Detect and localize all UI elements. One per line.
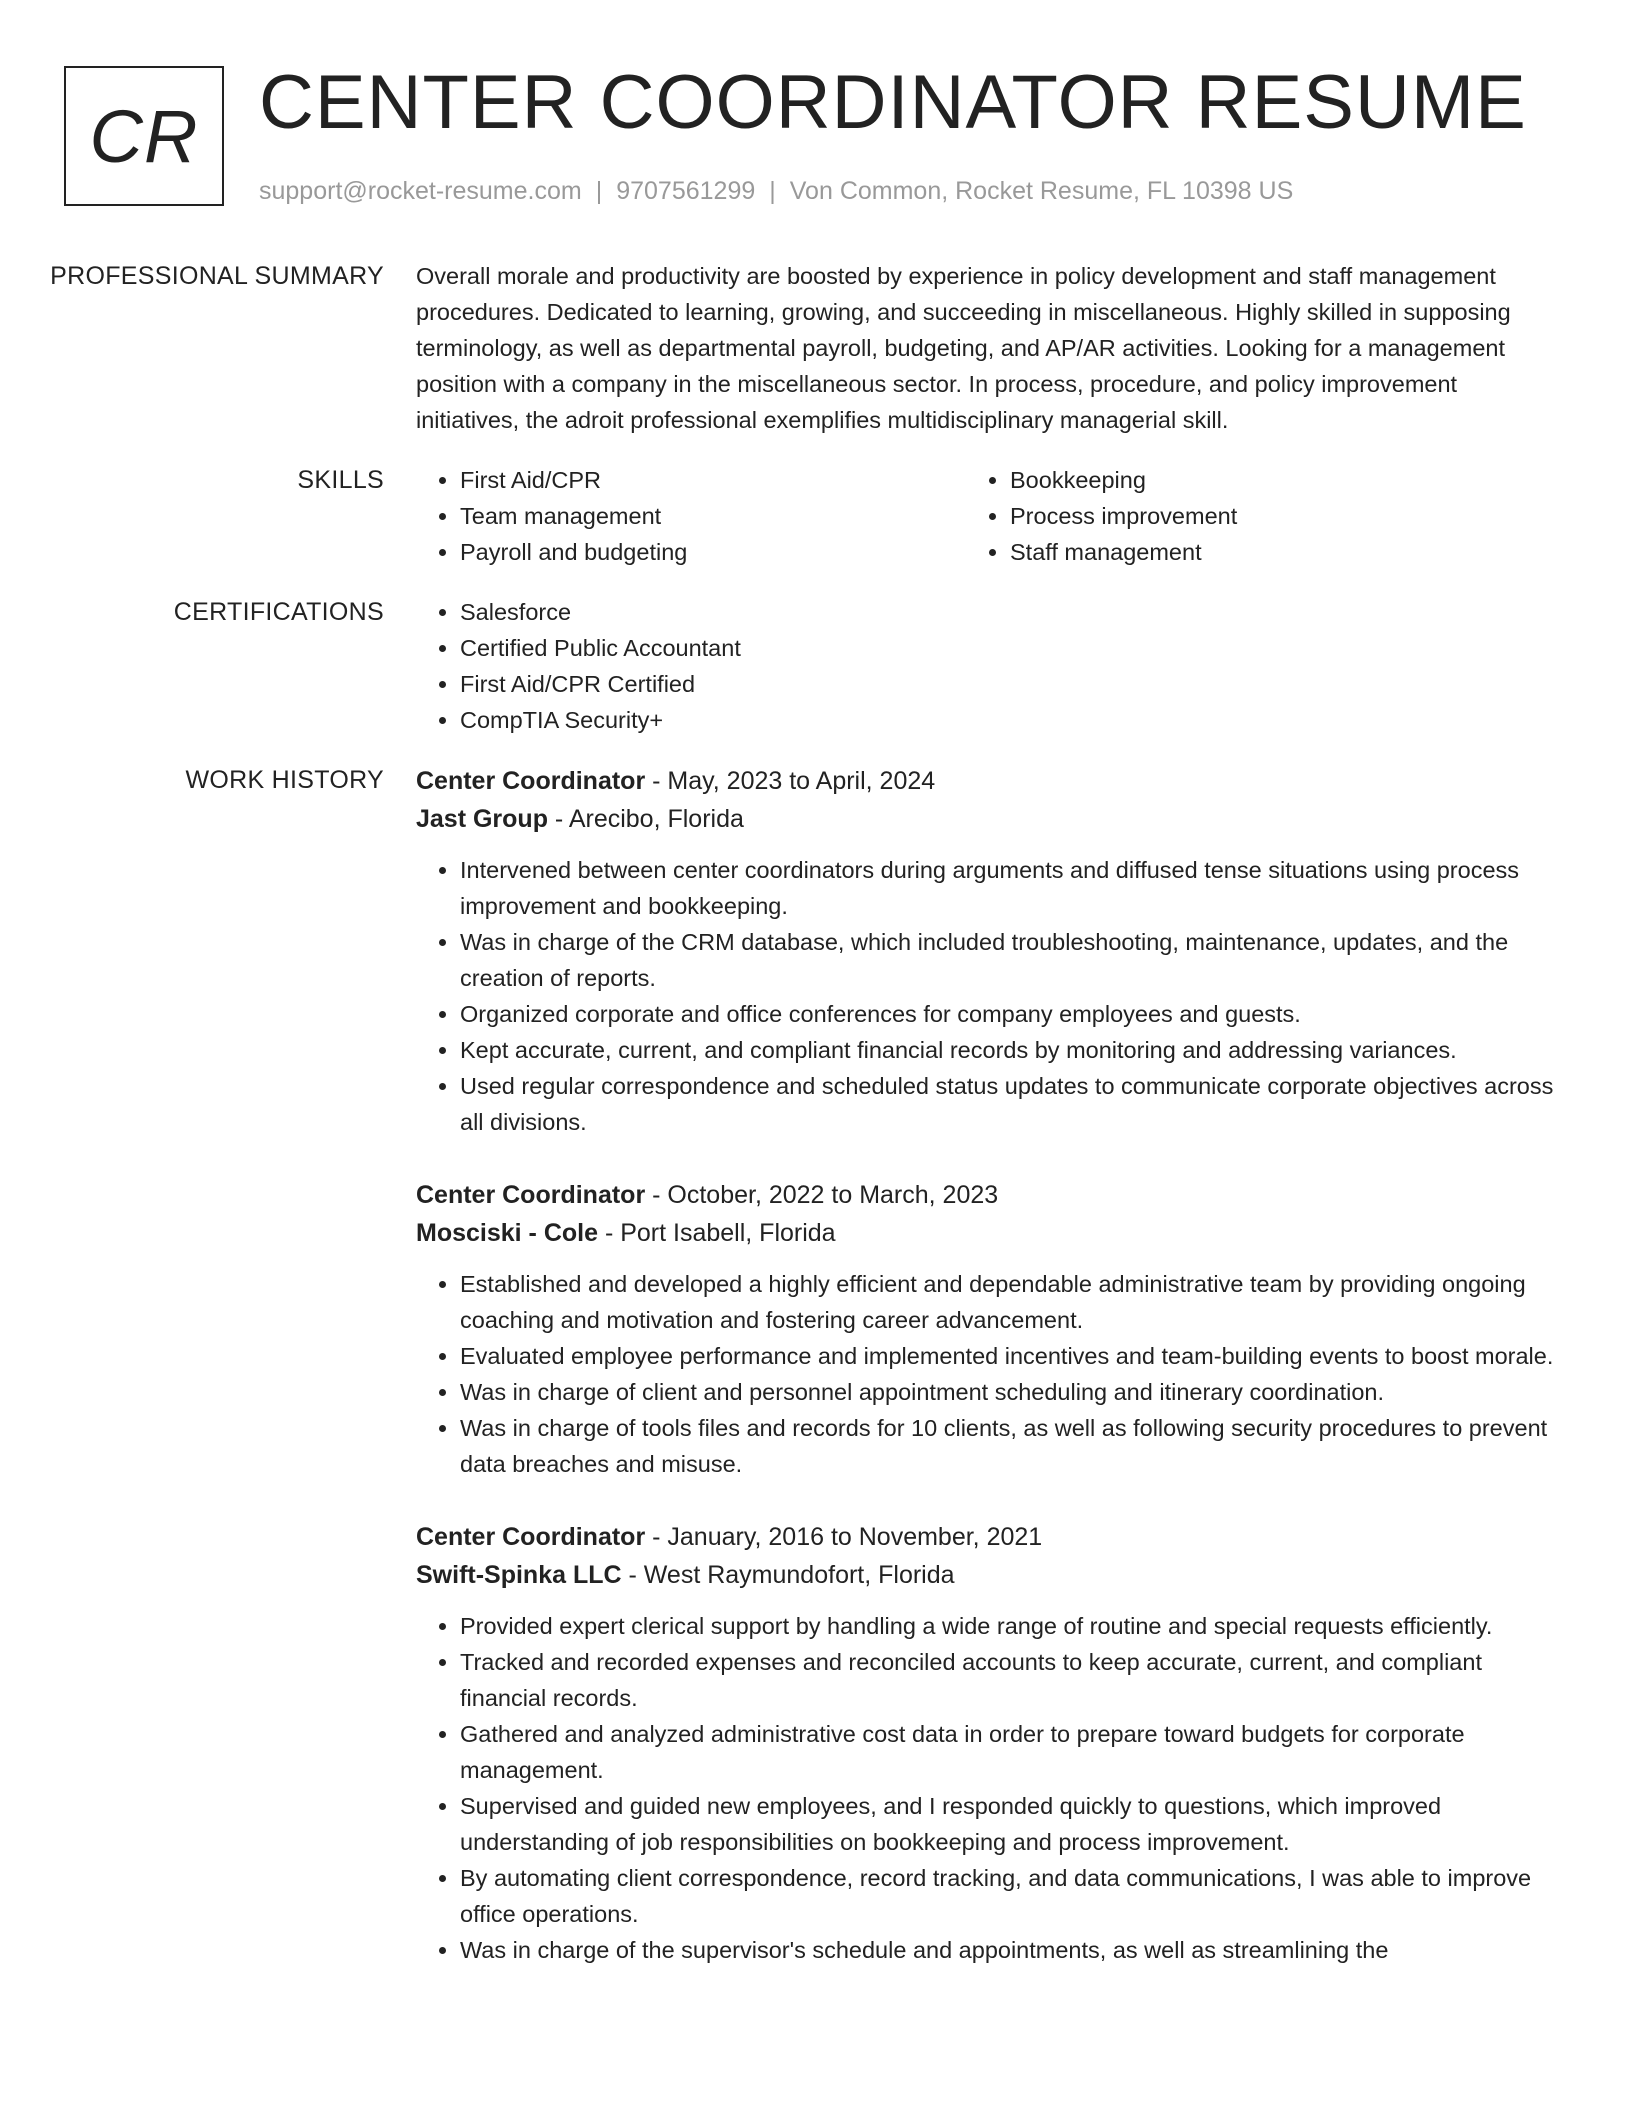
job-company-line bbox=[416, 800, 1566, 838]
job-dates: - January, 2016 to November, 2021 bbox=[645, 1523, 1043, 1551]
job-bullet: • Was in charge of tools files and records for 10 clients, as well as following security procedures to prevent data breaches and misuse. bbox=[460, 1410, 1566, 1482]
skill-item: • Payroll and budgeting bbox=[460, 534, 966, 570]
contact-line bbox=[259, 174, 1293, 208]
job-title: Center Coordinator bbox=[416, 1523, 646, 1551]
job-bullet: • Organized corporate and office conferences for company employees and guests. bbox=[460, 996, 1566, 1032]
section-body bbox=[416, 762, 1566, 2004]
job-bullet: • Was in charge of the CRM database, which included troubleshooting, maintenance, updates, and the creation of reports. bbox=[460, 924, 1566, 996]
section-professional-summary bbox=[0, 258, 1632, 438]
job-location: - West Raymundofort, Florida bbox=[621, 1561, 955, 1589]
contact-phone[interactable]: 9707561299 bbox=[616, 177, 756, 205]
skills-list-left bbox=[416, 462, 966, 570]
job-entry bbox=[416, 1518, 1566, 1968]
job-bullets bbox=[416, 852, 1566, 1140]
job-entry bbox=[416, 1176, 1566, 1482]
section-work-history bbox=[0, 762, 1632, 2004]
job-title-line bbox=[416, 1518, 1566, 1556]
job-bullet: • Used regular correspondence and scheduled status updates to communicate corporate objectives across all divisions. bbox=[460, 1068, 1566, 1140]
job-company-line bbox=[416, 1214, 1566, 1252]
section-body bbox=[416, 258, 1566, 438]
certification-item: • First Aid/CPR Certified bbox=[460, 666, 1566, 702]
section-body bbox=[416, 462, 1566, 570]
job-bullet: • Was in charge of the supervisor's schedule and appointments, as well as streamlining the bbox=[460, 1932, 1566, 1968]
job-title-line bbox=[416, 1176, 1566, 1214]
contact-address: Von Common, Rocket Resume, FL 10398 US bbox=[789, 177, 1294, 205]
job-company: Mosciski - Cole bbox=[416, 1219, 598, 1247]
job-title-line bbox=[416, 762, 1566, 800]
job-bullets bbox=[416, 1608, 1566, 1968]
skill-item: • First Aid/CPR bbox=[460, 462, 966, 498]
section-label: PROFESSIONAL SUMMARY bbox=[50, 262, 384, 290]
job-bullet: • Kept accurate, current, and compliant financial records by monitoring and addressing variances. bbox=[460, 1032, 1566, 1068]
job-dates: - May, 2023 to April, 2024 bbox=[645, 767, 936, 795]
resume-sections bbox=[0, 258, 1632, 2028]
skills-grid bbox=[416, 462, 1566, 570]
certifications-list bbox=[416, 594, 1566, 738]
job-location: - Arecibo, Florida bbox=[547, 805, 744, 833]
skill-item: • Process improvement bbox=[1010, 498, 1516, 534]
job-title: Center Coordinator bbox=[416, 767, 646, 795]
summary-text: Overall morale and productivity are boosted by experience in policy development and staff management procedures. Dedicated to learning, growing, and succeeding in miscellaneous. Highly skilled in supposing terminology, as well as departmental payroll, budgeting, and AP/AR activities. Looking for a management position with a company in the miscellaneous sector. In process, procedure, and policy improvement initiatives, the adroit professional exemplifies multidisciplinary managerial skill. bbox=[416, 263, 1511, 433]
section-label: CERTIFICATIONS bbox=[173, 598, 384, 626]
section-label: SKILLS bbox=[297, 466, 384, 494]
certification-item: • Salesforce bbox=[460, 594, 1566, 630]
job-bullet: • Gathered and analyzed administrative cost data in order to prepare toward budgets for corporate management. bbox=[460, 1716, 1566, 1788]
job-bullet: • Was in charge of client and personnel appointment scheduling and itinerary coordination. bbox=[460, 1374, 1566, 1410]
job-bullet: • Established and developed a highly efficient and dependable administrative team by providing ongoing coaching and motivation and fostering career advancement. bbox=[460, 1266, 1566, 1338]
job-company: Jast Group bbox=[416, 805, 548, 833]
contact-email[interactable]: support@rocket-resume.com bbox=[259, 177, 582, 205]
contact-separator: | bbox=[595, 177, 603, 205]
job-bullets bbox=[416, 1266, 1566, 1482]
contact-separator: | bbox=[769, 177, 776, 205]
certification-item: • Certified Public Accountant bbox=[460, 630, 1566, 666]
skill-item: • Bookkeeping bbox=[1010, 462, 1516, 498]
skills-list-right bbox=[966, 462, 1516, 570]
job-bullet: • Evaluated employee performance and implemented incentives and team-building events to boost morale. bbox=[460, 1338, 1566, 1374]
job-bullet: • Provided expert clerical support by handling a wide range of routine and special requests efficiently. bbox=[460, 1608, 1566, 1644]
section-label: WORK HISTORY bbox=[185, 766, 384, 794]
job-bullet: • Tracked and recorded expenses and reconciled accounts to keep accurate, current, and compliant financial records. bbox=[460, 1644, 1566, 1716]
job-bullet: • Supervised and guided new employees, and I responded quickly to questions, which improved understanding of job responsibilities on bookkeeping and process improvement. bbox=[460, 1788, 1566, 1860]
job-company-line bbox=[416, 1556, 1566, 1594]
page-title: CENTER COORDINATOR RESUME bbox=[259, 60, 1527, 145]
skill-item: • Staff management bbox=[1010, 534, 1516, 570]
skill-item: • Team management bbox=[460, 498, 966, 534]
job-title: Center Coordinator bbox=[416, 1181, 646, 1209]
section-body bbox=[416, 594, 1566, 738]
job-bullet: • Intervened between center coordinators during arguments and diffused tense situations using process improvement and bookkeeping. bbox=[460, 852, 1566, 924]
certification-item: • CompTIA Security+ bbox=[460, 702, 1566, 738]
job-entry bbox=[416, 762, 1566, 1140]
job-bullet: • By automating client correspondence, record tracking, and data communications, I was able to improve office operations. bbox=[460, 1860, 1566, 1932]
monogram-logo: CR bbox=[64, 66, 224, 206]
section-certifications bbox=[0, 594, 1632, 738]
job-dates: - October, 2022 to March, 2023 bbox=[645, 1181, 999, 1209]
job-location: - Port Isabell, Florida bbox=[598, 1219, 836, 1247]
section-skills bbox=[0, 462, 1632, 570]
job-company: Swift-Spinka LLC bbox=[416, 1561, 622, 1589]
